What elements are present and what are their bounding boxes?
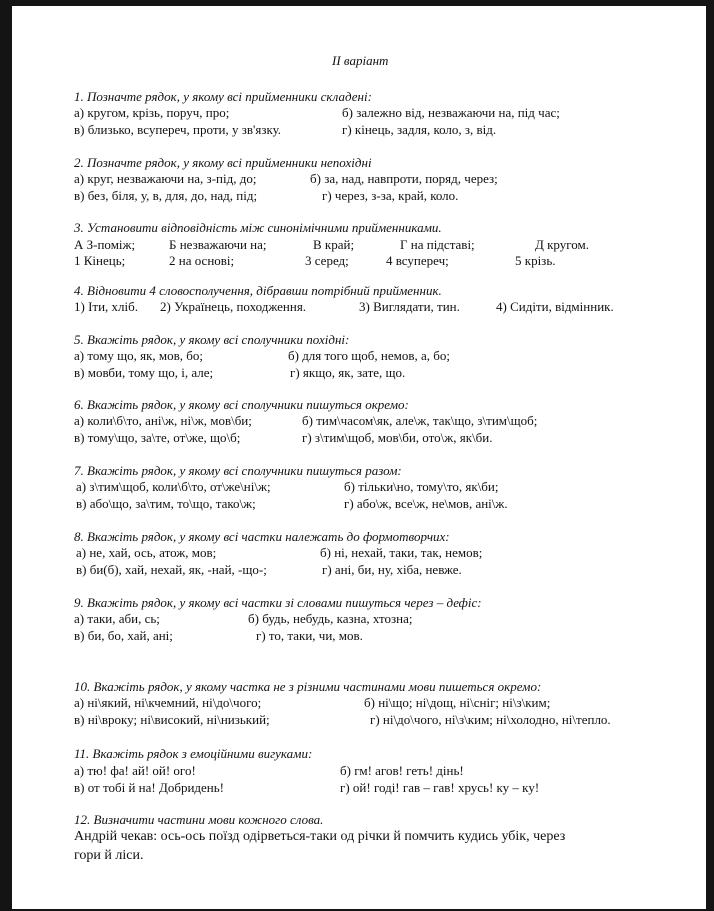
question-2-prompt: 2. Позначте рядок, у якому всі прийменники непохідні xyxy=(74,155,372,170)
question-3-item-5: 5 крізь. xyxy=(515,253,556,268)
question-7-option-c: в) або\що, за\тим, то\що, тако\ж; xyxy=(76,496,256,511)
question-7-option-d: г) або\ж, все\ж, не\мов, ані\ж. xyxy=(344,496,508,511)
question-10-option-a: а) ні\який, ні\кчемний, ні\до\чого; xyxy=(74,695,262,710)
question-6-option-b: б) тим\часом\як, але\ж, так\що, з\тим\щоб; xyxy=(302,413,538,428)
question-3-item-a: А З-поміж; xyxy=(74,237,136,252)
question-9-prompt: 9. Вкажіть рядок, у якому всі частки зі словами пишуться через – дефіс: xyxy=(74,595,482,610)
page-title: ІІ варіант xyxy=(332,53,389,68)
question-8-option-a: а) не, хай, ось, атож, мов; xyxy=(76,545,217,560)
question-3-item-c: В край; xyxy=(313,237,355,252)
question-10-option-d: г) ні\до\чого, ні\з\ким; ні\холодно, ні\тепло. xyxy=(370,712,611,727)
question-6-prompt: 6. Вкажіть рядок, у якому всі сполучники пишуться окремо: xyxy=(74,397,409,412)
question-11-option-b: б) гм! агов! геть! дінь! xyxy=(340,763,464,778)
question-3-item-3: 3 серед; xyxy=(305,253,349,268)
worksheet-page xyxy=(12,6,706,909)
question-4-item-2: 2) Українець, походження. xyxy=(160,299,307,314)
question-6-option-c: в) тому\що, за\те, от\же, що\б; xyxy=(74,430,241,445)
question-3-item-1: 1 Кінець; xyxy=(74,253,126,268)
question-7-option-a: а) з\тим\щоб, коли\б\то, от\же\ні\ж; xyxy=(76,479,271,494)
question-10-prompt: 10. Вкажіть рядок, у якому частка не з різними частинами мови пишеться окремо: xyxy=(74,679,542,694)
question-2-option-b: б) за, над, навпроти, поряд, через; xyxy=(310,171,498,186)
question-12-prompt: 12. Визначити частини мови кожного слова. xyxy=(74,812,324,827)
question-3-item-e: Д кругом. xyxy=(535,237,589,252)
question-5-option-b: б) для того щоб, немов, а, бо; xyxy=(288,348,451,363)
question-5-option-c: в) мовби, тому що, і, але; xyxy=(74,365,214,380)
question-4-item-3: 3) Виглядати, тин. xyxy=(359,299,460,314)
question-7-prompt: 7. Вкажіть рядок, у якому всі сполучники пишуться разом: xyxy=(74,463,402,478)
question-10-option-b: б) ні\що; ні\дощ, ні\сніг; ні\з\ким; xyxy=(364,695,551,710)
question-6-option-d: г) з\тим\щоб, мов\би, ото\ж, як\би. xyxy=(302,430,493,445)
question-11-option-a: а) тю! фа! ай! ой! ого! xyxy=(74,763,196,778)
question-1-prompt: 1. Позначте рядок, у якому всі прийменники складені: xyxy=(74,89,372,104)
question-8-option-c: в) би(б), хай, нехай, як, -най, -що-; xyxy=(76,562,267,577)
question-9-option-a: а) таки, аби, сь; xyxy=(74,611,160,626)
question-1-option-b: б) залежно від, незважаючи на, під час; xyxy=(342,105,560,120)
question-6-option-a: а) коли\б\то, ані\ж, ні\ж, мов\би; xyxy=(74,413,252,428)
question-8-prompt: 8. Вкажіть рядок, у якому всі частки належать до формотворчих: xyxy=(74,529,450,544)
question-3-item-b: Б незважаючи на; xyxy=(169,237,267,252)
question-1-option-c: в) близько, всупереч, проти, у зв'язку. xyxy=(74,122,282,137)
question-1-option-d: г) кінець, задля, коло, з, від. xyxy=(342,122,497,137)
question-9-option-b: б) будь, небудь, казна, хтозна; xyxy=(248,611,413,626)
question-2-option-a: а) круг, незважаючи на, з-під, до; xyxy=(74,171,257,186)
question-5-option-a: а) тому що, як, мов, бо; xyxy=(74,348,203,363)
question-3-prompt: 3. Установити відповідність між синонімічними прийменниками. xyxy=(74,220,442,235)
question-3-item-d: Г на підставі; xyxy=(400,237,475,252)
question-12-text-line-2: гори й ліси. xyxy=(74,848,144,863)
question-4-item-1: 1) Іти, хліб. xyxy=(74,299,139,314)
question-9-option-c: в) би, бо, хай, ані; xyxy=(74,628,173,643)
question-5-option-d: г) якщо, як, зате, що. xyxy=(290,365,406,380)
question-5-prompt: 5. Вкажіть рядок, у якому всі сполучники похідні: xyxy=(74,332,350,347)
question-3-item-2: 2 на основі; xyxy=(169,253,235,268)
question-4-item-4: 4) Сидіти, відмінник. xyxy=(496,299,614,314)
question-11-prompt: 11. Вкажіть рядок з емоційними вигуками: xyxy=(74,746,313,761)
question-9-option-d: г) то, таки, чи, мов. xyxy=(256,628,363,643)
question-2-option-c: в) без, біля, у, в, для, до, над, під; xyxy=(74,188,258,203)
question-11-option-c: в) от тобі й на! Добридень! xyxy=(74,780,225,795)
question-11-option-d: г) ой! годі! гав – гав! хрусь! ку – ку! xyxy=(340,780,540,795)
question-7-option-b: б) тільки\но, тому\то, як\би; xyxy=(344,479,499,494)
question-8-option-d: г) ані, би, ну, хіба, невже. xyxy=(322,562,462,577)
question-8-option-b: б) ні, нехай, таки, так, немов; xyxy=(320,545,483,560)
question-12-text-line-1: Андрій чекав: ось-ось поїзд одірветься-таки од річки й помчить кудись убік, через xyxy=(74,829,566,844)
question-1-option-a: а) кругом, крізь, поруч, про; xyxy=(74,105,230,120)
question-2-option-d: г) через, з-за, край, коло. xyxy=(322,188,459,203)
question-10-option-c: в) ні\вроку; ні\високий, ні\низький; xyxy=(74,712,270,727)
question-4-prompt: 4. Відновити 4 словосполучення, дібравши потрібний прийменник. xyxy=(74,283,442,298)
question-3-item-4: 4 всупереч; xyxy=(386,253,449,268)
